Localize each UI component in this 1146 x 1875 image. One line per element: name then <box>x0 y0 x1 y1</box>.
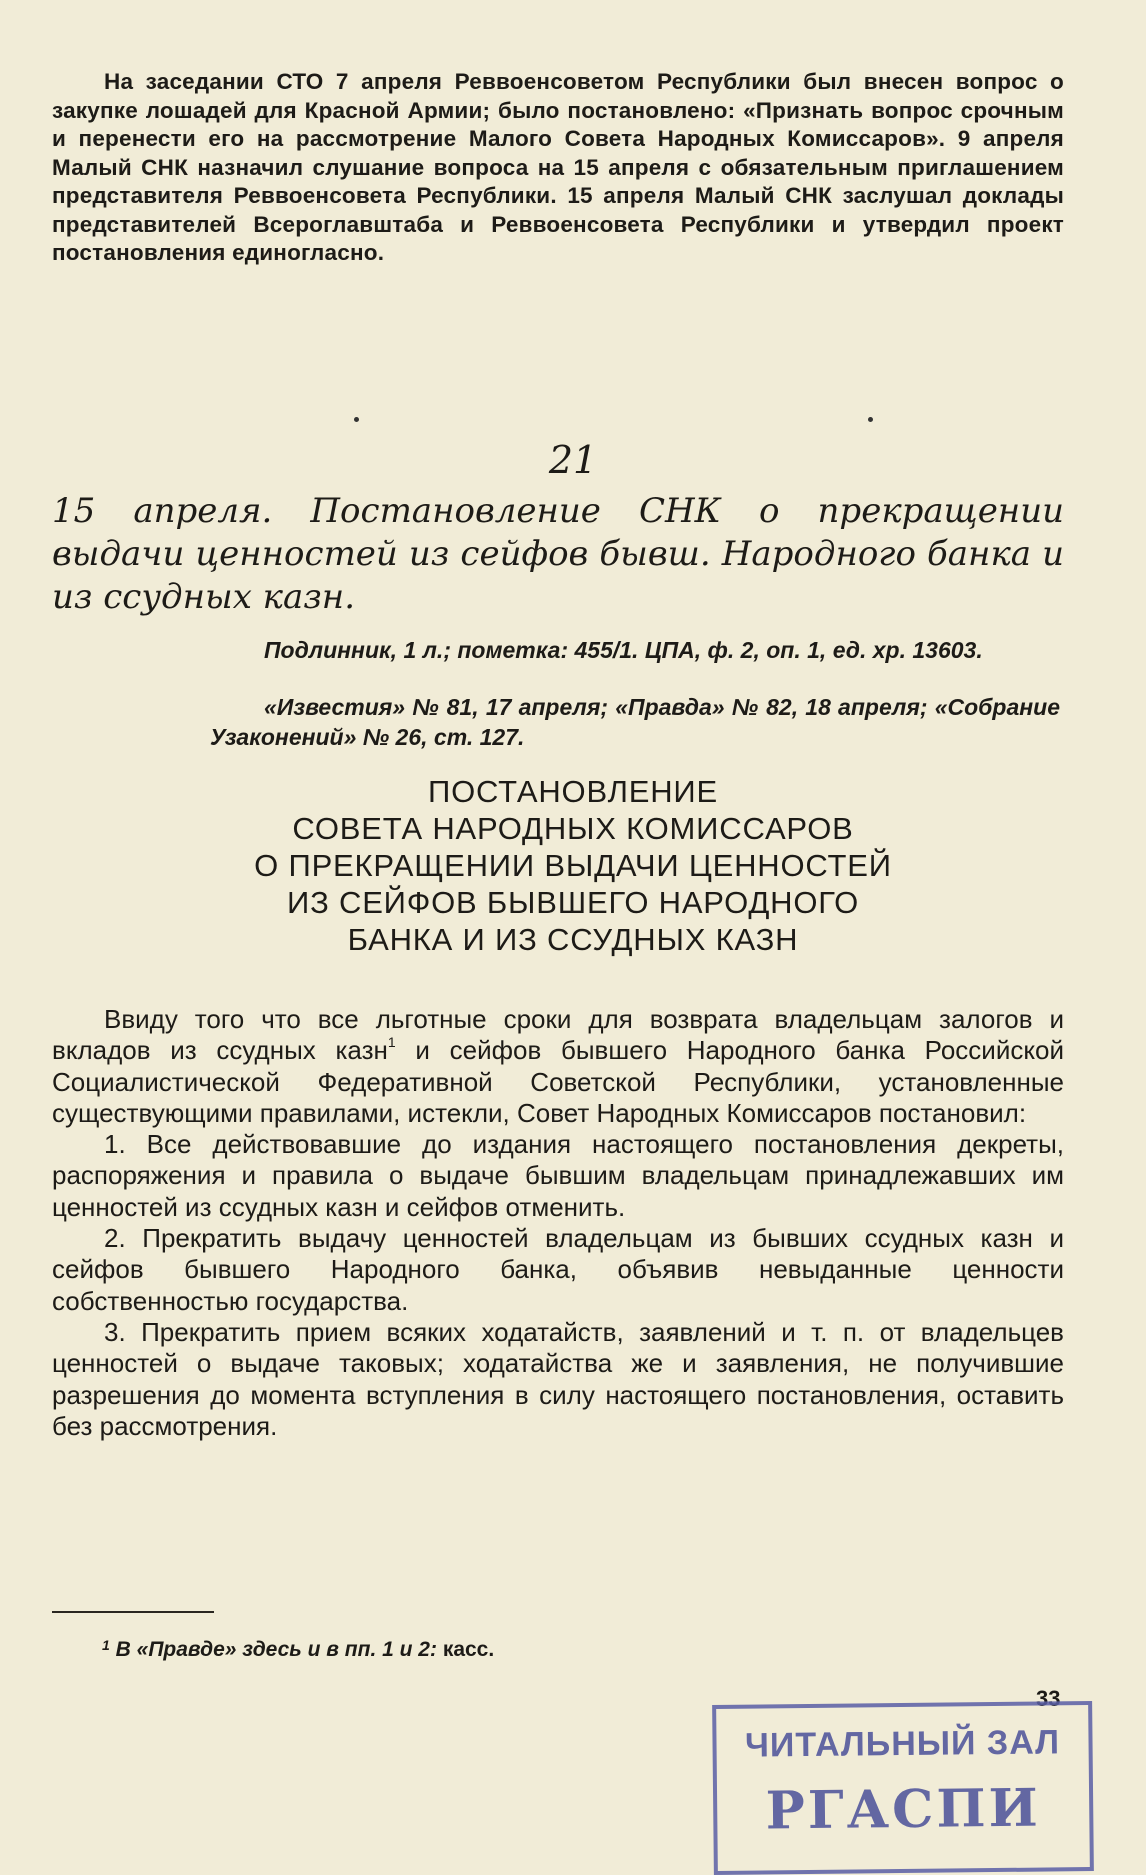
decree-preamble <box>52 1004 1064 1129</box>
title-line: ПОСТАНОВЛЕНИЕ <box>428 774 718 809</box>
footnote-text: В «Правде» здесь и в пп. 1 и 2: <box>115 1638 437 1661</box>
stamp-line-2: РГАСПИ <box>765 1777 1042 1842</box>
page-number: 33 <box>1036 1686 1061 1711</box>
title-line: О ПРЕКРАЩЕНИИ ВЫДАЧИ ЦЕННОСТЕЙ <box>254 848 892 883</box>
document-heading: 15 апреля. Постановление СНК о прекращении выдачи ценностей из сейфов бывш. Народного банка и из ссудных казн. <box>52 491 1064 617</box>
intro-paragraph: На заседании СТО 7 апреля Реввоенсоветом Республики был внесен вопрос о закупке лошадей для Красной Армии; было постановлено: «Признать вопрос срочным и перенести его на рассмотрение Малого Совета Народных Комиссаров». 9 апреля Малый СНК назначил слушание вопроса на 15 апреля с обязательным приглашением представителя Реввоенсовета Республики. 15 апреля Малый СНК заслушал доклады представителей Всероглавштаба и Реввоенсовета Республики и утвердил проект постановления единогласно. <box>52 69 1064 265</box>
decree-point-1: 1. Все действовавшие до издания настоящего постановления декреты, распоряжения и правила о выдаче бывшим владельцам принадлежавших им ценностей из ссудных казн и сейфов отменить. <box>52 1129 1064 1222</box>
footnote-reference: 1 <box>387 1034 396 1051</box>
preamble-text-continued: и сейфов бывшего Народного банка Российской Социалистической Федеративной Советской Республики, установленные существующими правилами, истекли, Совет Народных Комиссаров постановил: <box>52 1035 1064 1128</box>
decree-body <box>52 1004 1064 1442</box>
decree-point-3: 3. Прекратить прием всяких ходатайств, заявлений и т. п. от владельцев ценностей о выдаче таковых; ходатайства же и заявления, не получившие разрешения до момента вступления в силу настоящего постановления, оставить без рассмотрения. <box>52 1316 1064 1441</box>
decree-title <box>0 773 1146 958</box>
footnote <box>102 1638 1002 1662</box>
title-line: СОВЕТА НАРОДНЫХ КОМИССАРОВ <box>292 811 854 846</box>
archival-source-note: Подлинник, 1 л.; пометка: 455/1. ЦПА, ф. 2, оп. 1, ед. хр. 13603. <box>264 637 983 663</box>
decree-point-2: 2. Прекратить выдачу ценностей владельцам из бывших ссудных казн и сейфов бывшего Народного банка, объявив невыданные ценности собственностью государства. <box>52 1223 1064 1316</box>
title-line: БАНКА И ИЗ ССУДНЫХ КАЗН <box>347 922 799 957</box>
footnote-divider <box>52 1611 214 1613</box>
print-dot <box>868 417 873 422</box>
document-number: 21 <box>548 438 598 482</box>
preamble-text: Ввиду того что все льготные сроки для возврата владельцам залогов и вкладов из ссудных казн <box>52 1004 1064 1066</box>
print-dot <box>354 417 359 422</box>
publication-source-note: «Известия» № 81, 17 апреля; «Правда» № 82, 18 апреля; «Собрание Узаконений» № 26, ст. 127. <box>210 694 1060 750</box>
title-line: ИЗ СЕЙФОВ БЫВШЕГО НАРОДНОГО <box>286 885 859 920</box>
footnote-word: касс. <box>442 1638 495 1661</box>
footnote-mark: 1 <box>102 1637 110 1653</box>
stamp-line-1: ЧИТАЛЬНЫЙ ЗАЛ <box>744 1723 1061 1765</box>
